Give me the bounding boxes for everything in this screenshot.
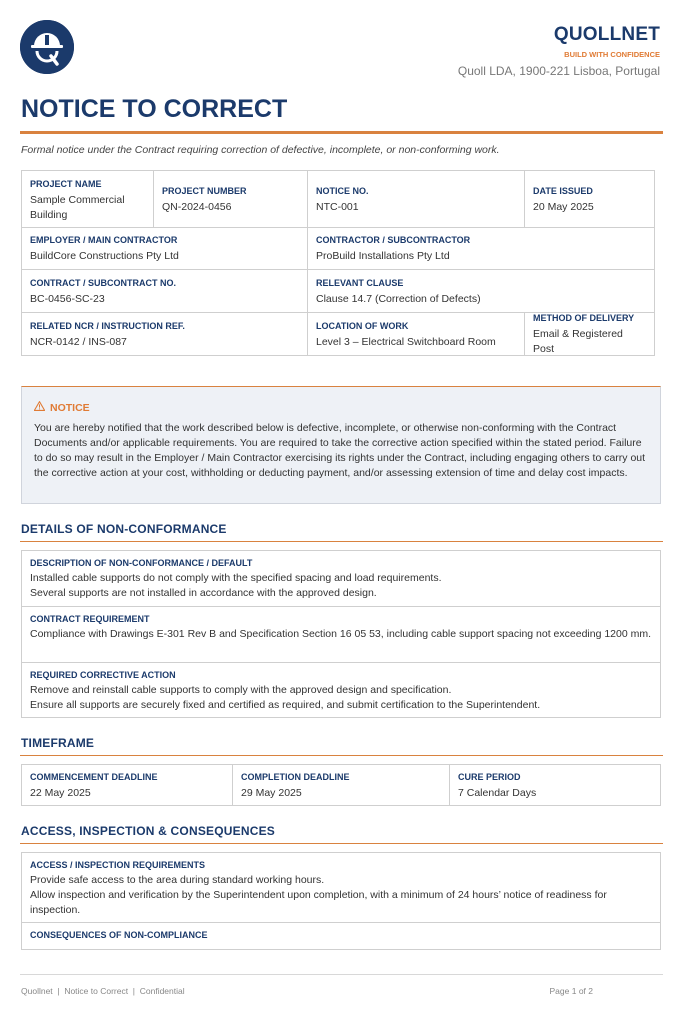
notice-heading [34,401,648,414]
requirement-value: Compliance with Drawings E-301 Rev B and Specification Section 16 05 53, including cable support spacing not exceeding 1200 mm. [30,628,652,640]
requirement-row [22,607,660,663]
contractor-label: CONTRACTOR / SUBCONTRACTOR [316,235,471,245]
project-number-label: PROJECT NUMBER [162,185,247,196]
brand-tagline: BUILD WITH CONFIDENCE [564,50,660,59]
delivery-value: Email & Registered Post [533,328,623,355]
page-number: Page 1 of 2 [549,986,593,996]
ncr-value: NCR-0142 / INS-087 [30,335,127,348]
project-number-cell [154,171,308,227]
description-line-1: Installed cable supports do not comply with the specified spacing and load requirements. [30,572,442,584]
page-title: NOTICE TO CORRECT [21,95,288,123]
description-label: DESCRIPTION OF NON-CONFORMANCE / DEFAULT [30,558,253,568]
location-value: Level 3 – Electrical Switchboard Room [316,335,496,348]
notice-no-cell [308,171,525,227]
info-row [22,171,654,228]
cure-period-cell [450,765,660,805]
clause-cell [308,270,654,312]
corrective-action-line-1: Remove and reinstall cable supports to comply with the approved design and specification. [30,684,452,696]
location-cell [308,313,525,355]
contract-no-label: CONTRACT / SUBCONTRACT NO. [30,277,176,288]
delivery-label: METHOD OF DELIVERY [533,313,635,323]
corrective-action-row [22,663,660,717]
completion-value: 29 May 2025 [241,786,302,799]
timeframe-section-title: TIMEFRAME [21,736,95,750]
cure-period-label: CURE PERIOD [458,771,521,782]
ncr-cell [22,313,308,355]
completion-cell [233,765,450,805]
warning-triangle-icon [34,401,45,414]
location-label: LOCATION OF WORK [316,320,409,331]
notice-no-value: NTC-001 [316,200,359,213]
corrective-action-line-2: Ensure all supports are securely fixed and certified as required, and submit certification to the Superintendent. [30,699,541,711]
project-info-table [21,170,655,356]
notice-box [21,386,661,504]
clause-label: RELEVANT CLAUSE [316,277,404,288]
commencement-cell [22,765,233,805]
corrective-action-label: REQUIRED CORRECTIVE ACTION [30,670,176,680]
consequences-row [22,923,660,949]
info-row [22,270,654,313]
date-issued-value: 20 May 2025 [533,200,594,213]
contract-no-value: BC-0456-SC-23 [30,292,105,305]
employer-label: EMPLOYER / MAIN CONTRACTOR [30,235,178,245]
project-number-value: QN-2024-0456 [162,200,232,213]
description-line-2: Several supports are not installed in accordance with the approved design. [30,587,377,599]
project-name-cell [22,171,154,227]
details-box [21,550,661,718]
title-divider [20,131,663,134]
brand-name: QUOLLNET [553,24,660,45]
requirement-label: CONTRACT REQUIREMENT [30,614,150,624]
brand-block [458,24,660,78]
access-section-title: ACCESS, INSPECTION & CONSEQUENCES [21,824,275,838]
access-requirements-line-2: Allow inspection and verification by the Superintendent upon completion, with a minimum of 24 hours’ notice of readiness for inspection. [30,889,607,916]
contractor-cell [308,228,654,269]
access-requirements-line-1: Provide safe access to the area during standard working hours. [30,874,325,886]
details-section-divider [20,541,663,542]
completion-label: COMPLETION DEADLINE [241,771,350,782]
contractor-value: ProBuild Installations Pty Ltd [316,250,450,262]
ncr-label: RELATED NCR / INSTRUCTION REF. [30,320,185,331]
company-address: Quoll LDA, 1900-221 Lisboa, Portugal [457,64,660,78]
date-issued-cell [525,171,654,227]
commencement-label: COMMENCEMENT DEADLINE [30,771,158,782]
project-name-label: PROJECT NAME [30,179,102,189]
access-requirements-row [22,853,660,923]
notice-no-label: NOTICE NO. [316,185,369,196]
employer-value: BuildCore Constructions Pty Ltd [30,250,179,262]
contract-no-cell [22,270,308,312]
intro-text: Formal notice under the Contract requiring correction of defective, incomplete, or non-conforming work. [21,144,500,156]
notice-title: NOTICE [50,401,90,414]
employer-cell [22,228,308,269]
project-name-value: Sample Commercial Building [30,194,125,221]
consequences-label: CONSEQUENCES OF NON-COMPLIANCE [30,930,208,940]
date-issued-label: DATE ISSUED [533,185,593,196]
access-section-divider [20,843,663,844]
info-row [22,228,654,270]
access-requirements-label: ACCESS / INSPECTION REQUIREMENTS [30,860,206,870]
timeframe-box [21,764,661,806]
cure-period-value: 7 Calendar Days [458,786,537,799]
info-row [22,313,654,355]
clause-value: Clause 14.7 (Correction of Defects) [316,292,481,305]
notice-body: You are hereby notified that the work described below is defective, incomplete, or otherwise non-conforming with the Contract Documents and/or applicable requirements. You are required to take the corrective action specified within the stated period. Failure to do so may result in the Employer / Main Contractor exercising its rights under the Contract, including engaging others to carry out the corrective action at your cost, withholding or deducting payment, and/or assessing extension of time and delay cost impacts. [34,422,646,479]
description-row [22,551,660,607]
delivery-cell [525,313,654,355]
hardhat-q-logo-icon [20,20,74,74]
access-box [21,852,661,950]
footer-text: Quollnet | Notice to Correct | Confidential [21,986,185,996]
details-section-title: DETAILS OF NON-CONFORMANCE [21,522,227,536]
timeframe-section-divider [20,755,663,756]
footer-divider [20,974,663,975]
timeframe-row [22,765,660,805]
commencement-value: 22 May 2025 [30,786,91,799]
